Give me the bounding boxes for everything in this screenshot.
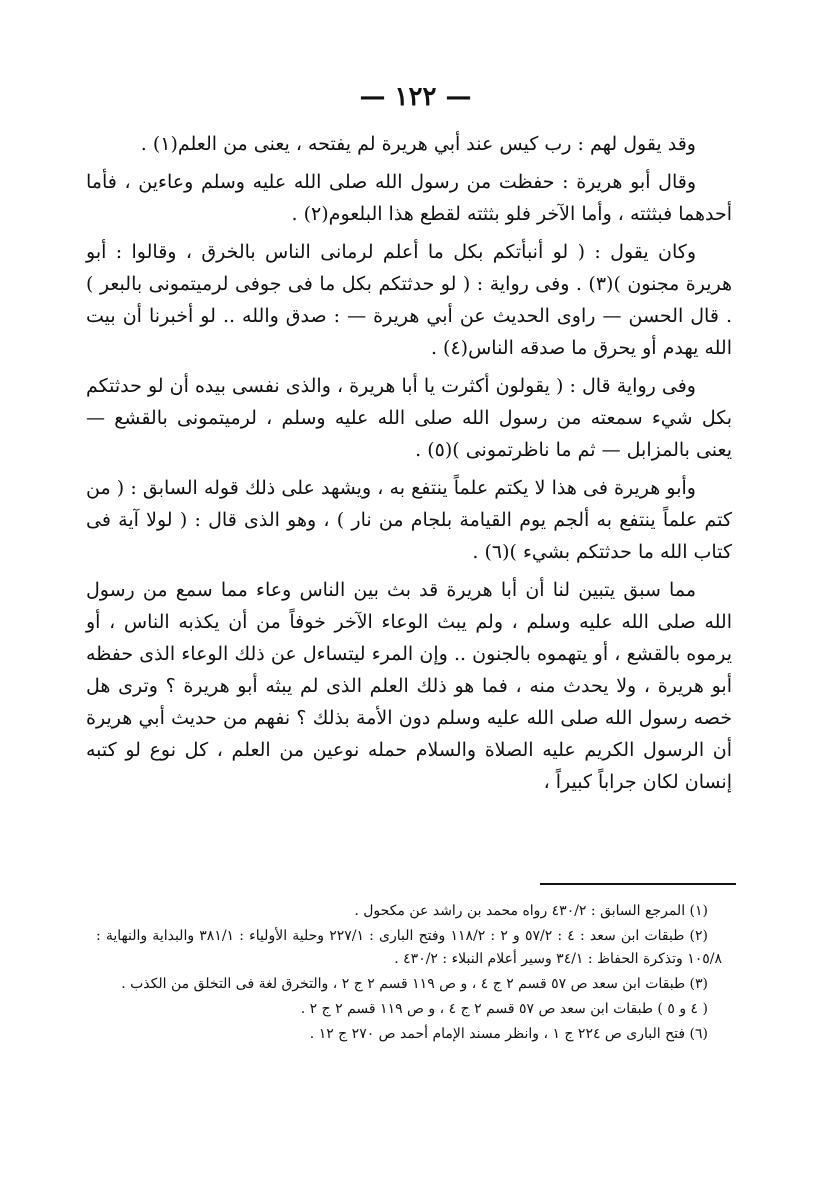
footnote: (٣) طبقات ابن سعد ص ٥٧ قسم ٢ ج ٤ ، و ص ١١٩ قسم ٢ ج ٢ ، والتخرق لغة فى التخلق من الكذب .	[121, 976, 708, 992]
footnote: (١) المرجع السابق : ٤٣٠/٢ رواه محمد بن راشد عن مكحول .	[354, 903, 708, 919]
paragraph: وكان يقول : ( لو أنبأتكم بكل ما أعلم لرمانى الناس بالخرق ، وقالوا : أبو هريرة مجنون )(٣) . وفى رواية : ( لو حدثتكم بكل ما فى جوفى لرميتمونى بالبعر ) . قال الحسن — راوى الحديث عن أبي هريرة — : صدق والله .. لو أخبرنا أن بيت الله يهدم أو يحرق ما صدقه الناس(٤) .	[86, 241, 733, 359]
paragraph: وأبو هريرة فى هذا لا يكتم علماً ينتفع به ، ويشهد على ذلك قوله السابق : ( من كتم علماً ينتفع به ألجم يوم القيامة بلجام من نار ) ، وهو الذى قال : ( لولا آية فى كتاب الله ما حدثتكم بشيء )(٦) .	[86, 477, 732, 563]
paragraph: مما سبق يتبين لنا أن أبا هريرة قد بث بين الناس وعاء مما سمع من رسول الله صلى الله عليه وسلم ، ولم يبث الوعاء الآخر خوفاً من أن يكذبه الناس ، أو يرموه بالقشع ، أو يتهموه بالجنون .. وإن المرء ليتساءل عن ذلك الوعاء الذى حفظه أبو هريرة ، ولا يحدث منه ، فما هو ذلك العلم الذى لم يبثه أبو هريرة ؟ وترى هل خصه رسول الله صلى الله عليه وسلم دون الأمة بذلك ؟ نفهم من حديث أبي هريرة أن الرسول الكريم عليه الصلاة والسلام حمله نوعين من العلم ، كل نوع لو كتبه إنسان لكان جراباً كبيراً ،	[86, 579, 732, 793]
main-text	[86, 128, 732, 804]
footnote: ( ٤ و ٥ ) طبقات ابن سعد ص ٥٧ قسم ٢ ج ٤ ، و ص ١١٩ قسم ٢ ج ٢ .	[300, 1001, 708, 1017]
footnote-separator	[540, 883, 736, 885]
footnotes	[96, 900, 722, 1048]
footnote: (٦) فتح البارى ص ٢٢٤ ج ١ ، وانظر مسند الإمام أحمد ص ٢٧٠ ج ١٢ .	[309, 1026, 708, 1042]
paragraph: وقد يقول لهم : رب كيس عند أبي هريرة لم يفتحه ، يعنى من العلم(١) .	[140, 133, 696, 155]
page-number: — ١٢٢ —	[359, 82, 472, 112]
footnote: (٢) طبقات ابن سعد : ٤ : ٥٧/٢ و ٢ : ١١٨/٢ وفتح البارى : ٢٢٧/١ وحلية الأولياء : ٣٨١/١ والبداية والنهاية : ١٠٥/٨ وتذكرة الحفاظ : ٣٤/١ وسير أعلام النبلاء : ٤٣٠/٢ .	[96, 928, 722, 967]
paragraph: وقال أبو هريرة : حفظت من رسول الله صلى الله عليه وسلم وعاءين ، فأما أحدهما فبثثته ، وأما الآخر فلو بثثته لقطع هذا البلعوم(٢) .	[86, 171, 732, 225]
paragraph: وفى رواية قال : ( يقولون أكثرت يا أبا هريرة ، والذى نفسى بيده أن لو حدثتكم بكل شيء سمعته من رسول الله صلى الله عليه وسلم ، لرميتمونى بالقشع — يعنى بالمزابل — ثم ما ناظرتمونى )(٥) .	[86, 375, 732, 461]
